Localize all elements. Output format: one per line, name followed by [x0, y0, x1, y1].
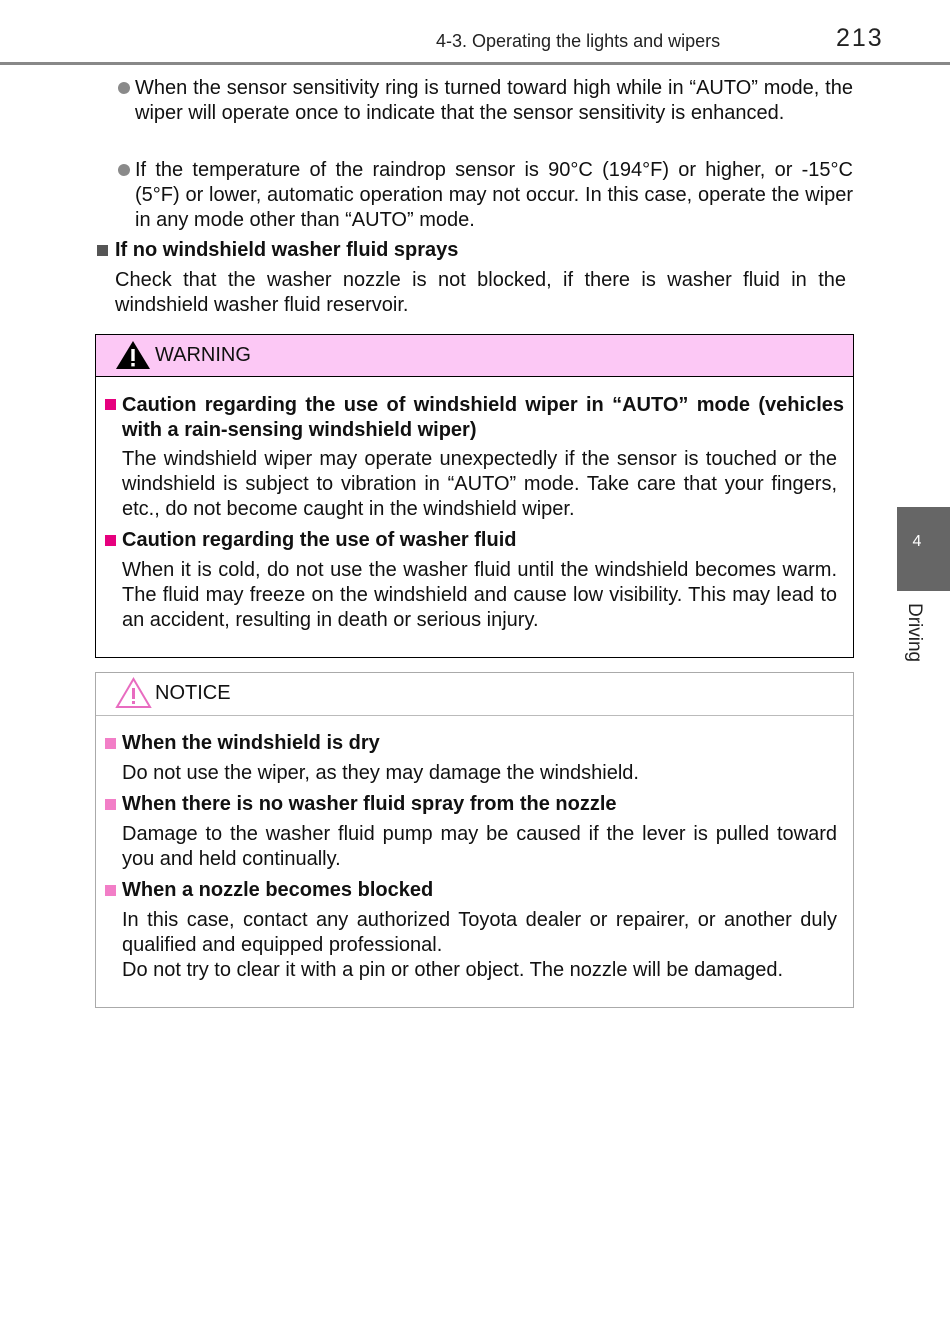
warning-item-title: Caution regarding the use of washer fluid: [122, 529, 517, 551]
bullet-text: If the temperature of the raindrop sensor is 90°C (194°F) or higher, or -15°C (5°F) or lower, automatic operation may not occur. In this case, operate the wiper in any mode other than “AUTO” mode.: [135, 159, 853, 231]
notice-item-body: In this case, contact any authorized Toyota dealer or repairer, or another duly qualified and equipped professional.: [122, 909, 837, 956]
bullet-dot-icon: [118, 164, 130, 176]
notice-triangle-icon: [115, 677, 152, 709]
notice-label: NOTICE: [155, 682, 231, 704]
section-heading: If no windshield washer fluid sprays: [115, 239, 459, 261]
page-number: 213: [836, 24, 884, 52]
notice-item-title: When there is no washer fluid spray from the nozzle: [122, 793, 617, 815]
section-title: 4-3. Operating the lights and wipers: [436, 31, 721, 51]
notice-item-title: When the windshield is dry: [122, 732, 380, 754]
warning-item-body: When it is cold, do not use the washer fluid until the windshield becomes warm. The fluid may freeze on the windshield and cause low visibility. This may lead to an accident, resulting in death or serious injury.: [122, 559, 837, 631]
bullet-dot-icon: [118, 82, 130, 94]
section-body: Check that the washer nozzle is not blocked, if there is washer fluid in the windshield washer fluid reservoir.: [115, 269, 846, 316]
notice-square-icon: [105, 799, 116, 810]
warning-square-icon: [105, 535, 116, 546]
warning-item-body: The windshield wiper may operate unexpectedly if the sensor is touched or the windshield is subject to vibration in “AUTO” mode. Take care that your fingers, etc., do not become caught in the windshield wiper.: [122, 448, 837, 520]
notice-header: [96, 673, 853, 716]
notice-item-body: Do not use the wiper, as they may damage the windshield.: [122, 762, 639, 784]
warning-triangle-icon: [115, 340, 151, 370]
notice-item-body: Damage to the washer fluid pump may be caused if the lever is pulled toward you and held continually.: [122, 823, 837, 870]
chapter-number: 4: [912, 533, 922, 550]
warning-header: [96, 335, 853, 377]
bullet-text: When the sensor sensitivity ring is turned toward high while in “AUTO” mode, the wiper will operate once to indicate that the sensor sensitivity is enhanced.: [135, 77, 853, 124]
notice-item-body-continued: Do not try to clear it with a pin or other object. The nozzle will be damaged.: [122, 959, 784, 981]
chapter-label: Driving: [904, 603, 925, 663]
warning-label: WARNING: [155, 344, 251, 366]
chapter-tab: [897, 507, 950, 591]
header-divider: [0, 62, 950, 65]
notice-square-icon: [105, 885, 116, 896]
warning-square-icon: [105, 399, 116, 410]
notice-item-title: When a nozzle becomes blocked: [122, 879, 434, 901]
notice-square-icon: [105, 738, 116, 749]
section-square-icon: [97, 245, 108, 256]
warning-item-title: Caution regarding the use of windshield wiper in “AUTO” mode (vehicles with a rain-sensing windshield wiper): [122, 394, 844, 441]
